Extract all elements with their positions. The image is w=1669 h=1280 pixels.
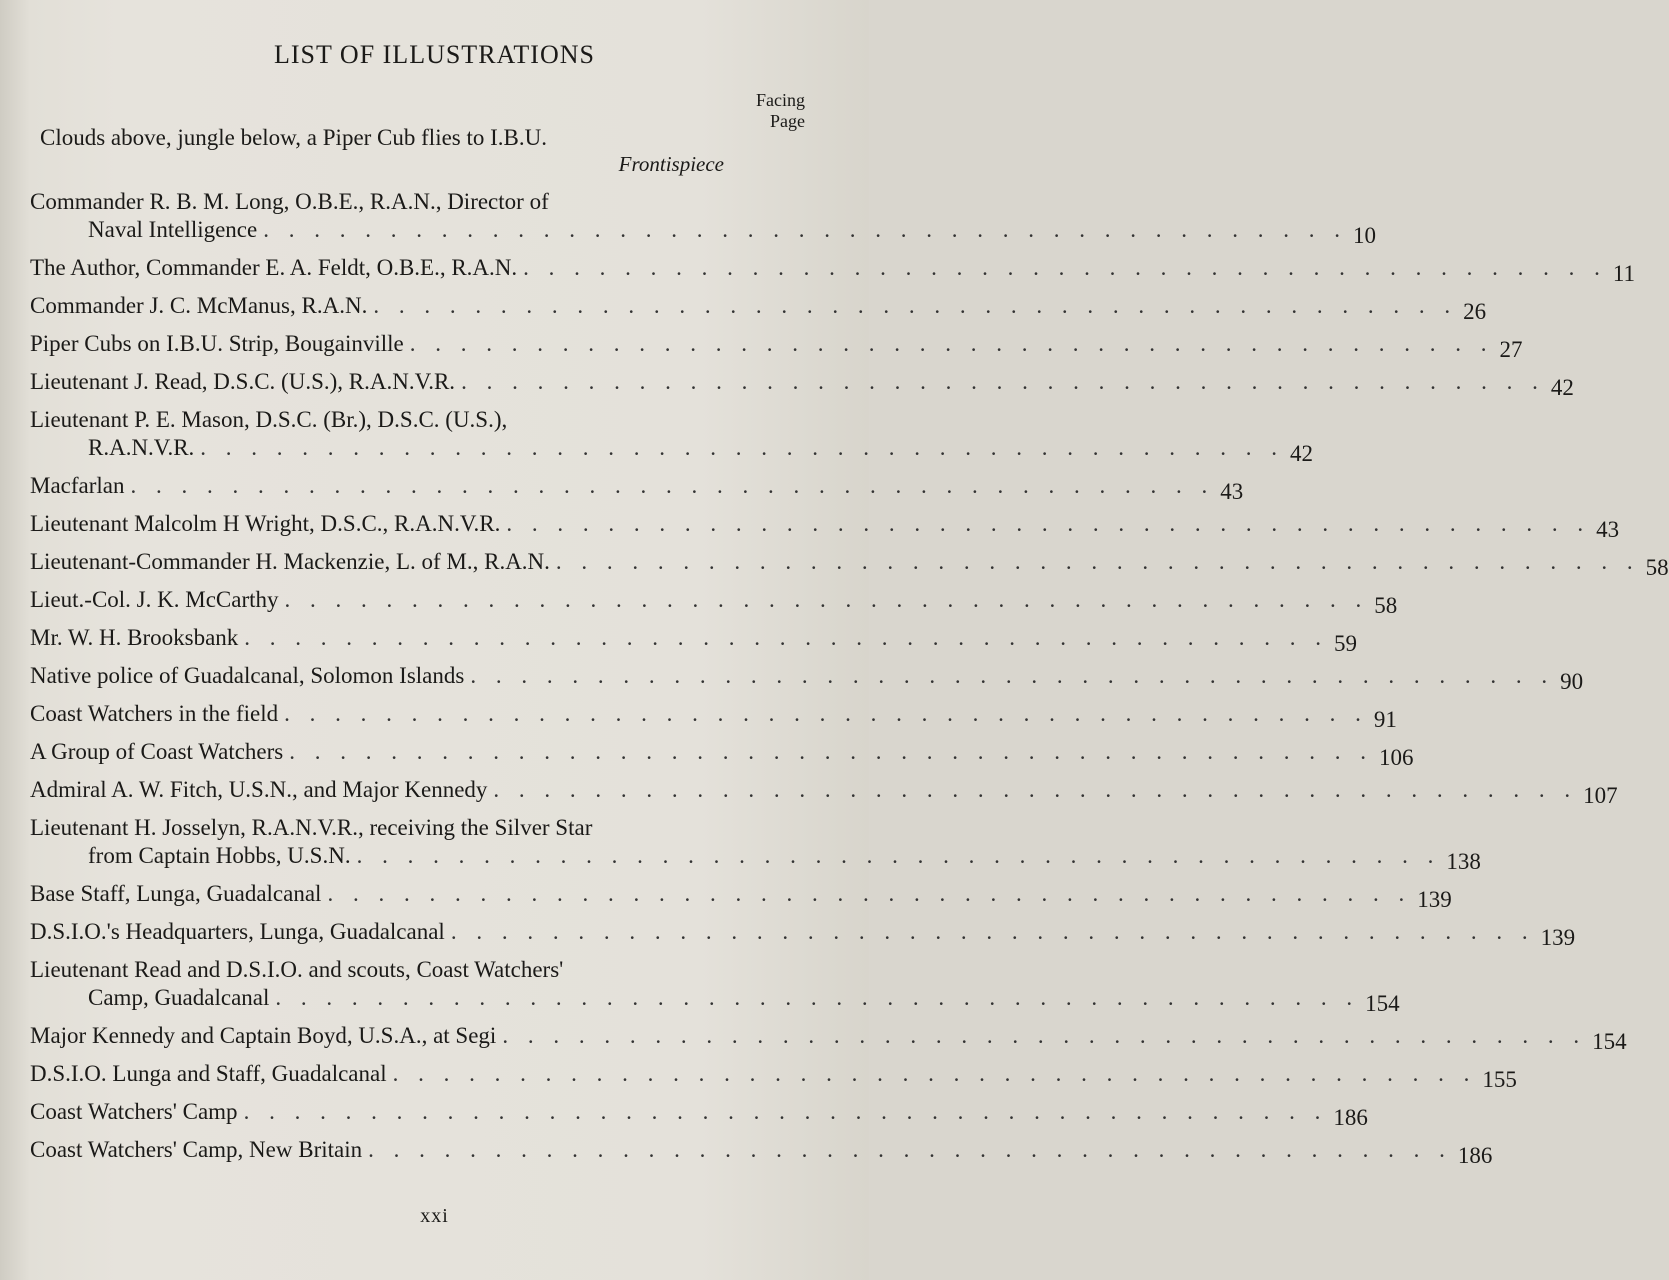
facing-header-line1: Facing — [756, 90, 805, 110]
entry-line — [30, 700, 1397, 732]
entry-page-number: 138 — [1446, 849, 1481, 874]
entry-line — [30, 776, 1618, 808]
facing-header-line2: Page — [770, 111, 805, 131]
entry-caption: Base Staff, Lunga, Guadalcanal — [30, 881, 322, 906]
illustration-entry — [30, 662, 1584, 694]
entry-page-number: 139 — [1417, 887, 1452, 912]
illustration-entry — [30, 254, 1636, 286]
entry-page-number: 58 — [1374, 593, 1398, 618]
leader-dots: . . . . . . . . . . . . . . . . . . . . . . . . . . . . . . . . . . . . . . . . . . . — [284, 587, 1369, 612]
leader-dots: . . . . . . . . . . . . . . . . . . . . . . . . . . . . . . . . . . . . . . . . . . . — [130, 473, 1215, 498]
entry-line — [30, 1022, 1627, 1054]
leader-dots: . . . . . . . . . . . . . . . . . . . . . . . . . . . . . . . . . . . . . . . . . . . — [243, 1099, 1328, 1124]
entry-line — [30, 984, 1400, 1016]
illustration-entry — [30, 510, 1620, 542]
illustration-entry — [30, 292, 1487, 324]
entry-page-number: 27 — [1499, 337, 1523, 362]
entry-page-number: 43 — [1596, 517, 1620, 542]
entry-page-number: 59 — [1334, 631, 1358, 656]
illustration-entry — [30, 700, 1397, 732]
entry-page-number: 43 — [1220, 479, 1244, 504]
leader-dots: . . . . . . . . . . . . . . . . . . . . . . . . . . . . . . . . . . . . . . . . . . . — [502, 1023, 1587, 1048]
entry-caption: Lieutenant-Commander H. Mackenzie, L. of M., R.A.N. — [30, 549, 550, 574]
entry-caption: from Captain Hobbs, U.S.N. — [88, 843, 351, 868]
entry-page-number: 10 — [1352, 223, 1376, 248]
leader-dots: . . . . . . . . . . . . . . . . . . . . . . . . . . . . . . . . . . . . . . . . . . . — [470, 663, 1555, 688]
entry-caption: D.S.I.O. Lunga and Staff, Guadalcanal — [30, 1061, 387, 1086]
entry-caption: Native police of Guadalcanal, Solomon Islands — [30, 663, 465, 688]
entry-line — [30, 188, 810, 216]
entry-line — [30, 918, 1576, 950]
illustration-entry — [30, 586, 1398, 618]
entry-caption: Lieutenant Malcolm H Wright, D.S.C., R.A.N.V.R. — [30, 511, 501, 536]
entry-caption: Admiral A. W. Fitch, U.S.N., and Major Kennedy — [30, 777, 488, 802]
illustration-entry — [30, 1022, 1627, 1054]
entry-line — [30, 1098, 1368, 1130]
illustration-entry — [30, 738, 1414, 770]
entry-line — [30, 738, 1414, 770]
entry-caption: R.A.N.V.R. — [88, 435, 195, 460]
entry-caption: Coast Watchers' Camp — [30, 1099, 238, 1124]
entry-line — [30, 1060, 1517, 1092]
entry-line — [30, 548, 1669, 580]
entry-line — [30, 216, 1376, 248]
illustration-entry — [30, 548, 1669, 580]
entry-page-number: 139 — [1540, 925, 1576, 950]
entry-page-number: 186 — [1457, 1143, 1493, 1168]
entry-page-number: 154 — [1365, 991, 1400, 1016]
entry-caption: Commander R. B. M. Long, O.B.E., R.A.N., Director of — [30, 189, 549, 214]
entry-page-number: 154 — [1592, 1029, 1627, 1054]
frontispiece-note: Frontispiece — [618, 152, 724, 176]
illustration-entry — [30, 188, 1376, 248]
leader-dots: . . . . . . . . . . . . . . . . . . . . . . . . . . . . . . . . . . . . . . . . . . . — [450, 919, 1535, 944]
entry-caption: Coast Watchers' Camp, New Britain — [30, 1137, 363, 1162]
entry-line — [30, 956, 810, 984]
entry-line — [30, 368, 1574, 400]
illustrations-list — [30, 124, 1669, 1174]
leader-dots: . . . . . . . . . . . . . . . . . . . . . . . . . . . . . . . . . . . . . . . . . . . — [200, 435, 1285, 460]
entry-line — [30, 842, 1481, 874]
entry-line — [30, 330, 1523, 362]
illustration-entry — [30, 1098, 1368, 1130]
illustration-entry — [30, 918, 1576, 950]
entry-caption: Lieutenant Read and D.S.I.O. and scouts, Coast Watchers' — [30, 957, 564, 982]
page-number: xxi — [420, 1205, 449, 1227]
entry-caption: Naval Intelligence — [88, 217, 258, 242]
entry-line — [30, 434, 1314, 466]
entry-caption: Piper Cubs on I.B.U. Strip, Bougainville — [30, 331, 404, 356]
illustration-entry — [30, 1060, 1517, 1092]
leader-dots: . . . . . . . . . . . . . . . . . . . . . . . . . . . . . . . . . . . . . . . . . . . — [244, 625, 1329, 650]
entry-caption: Coast Watchers in the field — [30, 701, 279, 726]
entry-page-number: 155 — [1482, 1067, 1517, 1092]
entry-line — [30, 624, 1358, 656]
illustration-entry — [30, 368, 1574, 400]
illustration-entry — [30, 956, 1400, 1016]
entry-list — [30, 188, 1669, 1168]
entry-page-number: 26 — [1463, 299, 1487, 324]
frontispiece-caption: Clouds above, jungle below, a Piper Cub flies to I.B.U. — [40, 125, 547, 150]
entry-page-number: 106 — [1379, 745, 1414, 770]
entry-page-number: 91 — [1373, 707, 1397, 732]
entry-caption: Lieutenant H. Josselyn, R.A.N.V.R., receiving the Silver Star — [30, 815, 593, 840]
leader-dots: . . . . . . . . . . . . . . . . . . . . . . . . . . . . . . . . . . . . . . . . . . . — [275, 985, 1360, 1010]
leader-dots: . . . . . . . . . . . . . . . . . . . . . . . . . . . . . . . . . . . . . . . . . . . — [263, 217, 1347, 242]
entry-caption: Lieutenant J. Read, D.S.C. (U.S.), R.A.N.V.R. — [30, 369, 456, 394]
entry-line — [30, 1136, 1493, 1168]
entry-line — [30, 254, 1636, 286]
entry-page-number: 107 — [1583, 783, 1618, 808]
illustration-entry — [30, 472, 1244, 504]
entry-line — [30, 406, 810, 434]
illustration-entry — [30, 406, 1314, 466]
leader-dots: . . . . . . . . . . . . . . . . . . . . . . . . . . . . . . . . . . . . . . . . . . . — [327, 881, 1412, 906]
entry-page-number: 42 — [1550, 375, 1574, 400]
entry-line — [30, 880, 1452, 912]
illustration-entry — [30, 624, 1358, 656]
entry-page-number: 42 — [1290, 441, 1314, 466]
leader-dots: . . . . . . . . . . . . . . . . . . . . . . . . . . . . . . . . . . . . . . . . . . . — [493, 777, 1578, 802]
leader-dots: . . . . . . . . . . . . . . . . . . . . . . . . . . . . . . . . . . . . . . . . . . . — [506, 511, 1591, 536]
entry-line — [30, 292, 1487, 324]
illustration-entry — [30, 814, 1481, 874]
entry-caption: Lieut.-Col. J. K. McCarthy — [30, 587, 279, 612]
frontispiece-entry — [40, 124, 810, 178]
leader-dots: . . . . . . . . . . . . . . . . . . . . . . . . . . . . . . . . . . . . . . . . . . . — [555, 549, 1640, 574]
entry-page-number: 186 — [1333, 1105, 1368, 1130]
illustration-entry — [30, 1136, 1493, 1168]
leader-dots: . . . . . . . . . . . . . . . . . . . . . . . . . . . . . . . . . . . . . . . . . . . — [289, 739, 1373, 764]
entry-caption: D.S.I.O.'s Headquarters, Lunga, Guadalcanal — [30, 919, 445, 944]
leader-dots: . . . . . . . . . . . . . . . . . . . . . . . . . . . . . . . . . . . . . . . . . . . — [409, 331, 1494, 356]
leader-dots: . . . . . . . . . . . . . . . . . . . . . . . . . . . . . . . . . . . . . . . . . . . — [356, 843, 1441, 868]
entry-caption: Mr. W. H. Brooksbank — [30, 625, 239, 650]
leader-dots: . . . . . . . . . . . . . . . . . . . . . . . . . . . . . . . . . . . . . . . . . . . — [461, 369, 1545, 394]
entry-page-number: 11 — [1612, 261, 1636, 286]
entry-caption: A Group of Coast Watchers — [30, 739, 284, 764]
leader-dots: . . . . . . . . . . . . . . . . . . . . . . . . . . . . . . . . . . . . . . . . . . . — [373, 293, 1458, 318]
entry-caption: Commander J. C. McManus, R.A.N. — [30, 293, 368, 318]
leader-dots: . . . . . . . . . . . . . . . . . . . . . . . . . . . . . . . . . . . . . . . . . . . — [392, 1061, 1477, 1086]
entry-line — [30, 510, 1620, 542]
entry-line — [30, 472, 1244, 504]
leader-dots: . . . . . . . . . . . . . . . . . . . . . . . . . . . . . . . . . . . . . . . . . . . — [284, 701, 1368, 726]
entry-caption: Lieutenant P. E. Mason, D.S.C. (Br.), D.S.C. (U.S.), — [30, 407, 508, 432]
illustration-entry — [30, 880, 1452, 912]
leader-dots: . . . . . . . . . . . . . . . . . . . . . . . . . . . . . . . . . . . . . . . . . . . — [368, 1137, 1452, 1162]
entry-caption: Macfarlan — [30, 473, 125, 498]
page-title: LIST OF ILLUSTRATIONS — [274, 40, 595, 69]
entry-page-number: 90 — [1560, 669, 1584, 694]
illustration-entry — [30, 776, 1618, 808]
entry-line — [30, 586, 1398, 618]
entry-line — [30, 814, 810, 842]
leader-dots: . . . . . . . . . . . . . . . . . . . . . . . . . . . . . . . . . . . . . . . . . . . — [523, 255, 1607, 280]
entry-caption: Camp, Guadalcanal — [88, 985, 270, 1010]
illustration-entry — [30, 330, 1523, 362]
entry-caption: The Author, Commander E. A. Feldt, O.B.E., R.A.N. — [30, 255, 518, 280]
entry-page-number: 58 — [1645, 555, 1669, 580]
entry-caption: Major Kennedy and Captain Boyd, U.S.A., at Segi — [30, 1023, 497, 1048]
entry-line — [30, 662, 1584, 694]
